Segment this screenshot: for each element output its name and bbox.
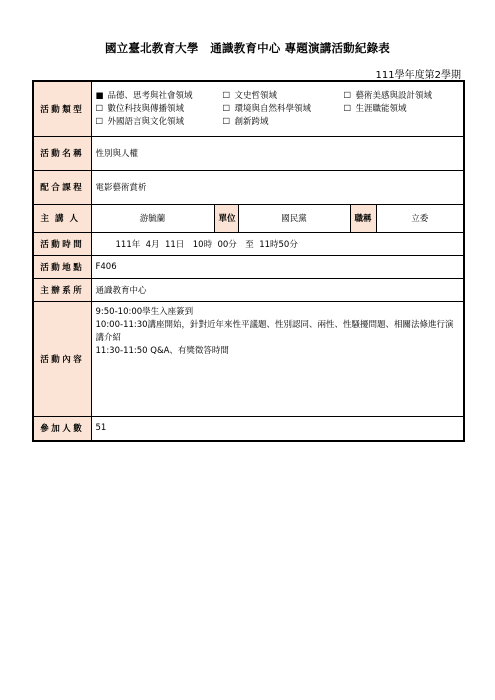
checkbox-icon[interactable]: ☐ [222, 90, 231, 101]
label-position: 職稱 [350, 204, 376, 232]
label-category: 活動類型 [33, 81, 91, 136]
category-option-label: 品德、思考與社會領域 [107, 90, 193, 101]
row-category [33, 81, 464, 136]
row-content [33, 301, 464, 416]
label-unit: 單位 [214, 204, 238, 232]
value-time: 111年 4月 11日 10時 00分 至 11時50分 [91, 232, 464, 255]
category-option[interactable] [344, 104, 460, 114]
value-location: F406 [91, 255, 464, 278]
row-attendees [33, 416, 464, 441]
label-course: 配合課程 [33, 170, 91, 204]
value-unit: 國民黨 [238, 204, 350, 232]
category-option-label: 藝術美感與設計領域 [355, 90, 433, 101]
checked-box-icon[interactable]: ■ [95, 90, 104, 101]
row-course [33, 170, 464, 204]
row-name [33, 136, 464, 170]
checkbox-icon[interactable]: ☐ [343, 103, 352, 114]
label-time: 活動時間 [33, 232, 91, 255]
record-form-table [32, 80, 465, 442]
row-time [33, 232, 464, 255]
category-options [96, 91, 460, 127]
category-option[interactable] [96, 104, 223, 114]
checkbox-icon[interactable]: ☐ [95, 103, 104, 114]
checkbox-icon[interactable]: ☐ [343, 90, 352, 101]
category-option-label: 外國語言與文化領域 [107, 116, 185, 127]
value-position: 立委 [376, 204, 464, 232]
row-organizer [33, 278, 464, 301]
page-title: 國立臺北教育大學 通識教育中心 專題演講活動紀錄表 [104, 41, 390, 55]
value-organizer: 通識教育中心 [91, 278, 464, 301]
checkbox-icon[interactable]: ☐ [222, 116, 231, 127]
category-option-label: 生涯職能領域 [355, 103, 407, 114]
content-line-1: 9:50-10:00學生入座簽到 [95, 306, 194, 317]
label-content: 活動內容 [33, 301, 91, 416]
label-organizer: 主辦系所 [33, 278, 91, 301]
content-line-3: 11:30-11:50 Q&A、有獎徵答時間 [95, 345, 229, 356]
label-name: 活動名稱 [33, 136, 91, 170]
category-cell [91, 81, 464, 136]
value-content [91, 301, 464, 416]
checkbox-icon[interactable]: ☐ [95, 116, 104, 127]
category-option-label: 環境與自然科學領域 [234, 103, 312, 114]
category-option[interactable] [96, 117, 223, 127]
label-speaker: 主講人 [33, 204, 91, 232]
semester-label: 111學年度第2學期 [375, 70, 461, 81]
value-name: 性別與人權 [91, 136, 464, 170]
category-option[interactable] [223, 104, 344, 114]
category-option-label: 文史哲領域 [234, 90, 278, 101]
label-attendees: 參加人數 [33, 416, 91, 441]
category-option[interactable] [223, 117, 344, 127]
category-option-label: 創新跨域 [234, 116, 269, 127]
row-speaker [33, 204, 464, 232]
category-option[interactable] [344, 91, 460, 101]
value-course: 電影藝術賞析 [91, 170, 464, 204]
value-speaker: 游毓蘭 [91, 204, 214, 232]
content-line-2: 10:00-11:30講座開始，針對近年來性平議題、性別認同、兩性、性騷擾問題、相關法條進行演講介紹 [95, 319, 454, 343]
category-option[interactable] [223, 91, 344, 101]
category-option-label: 數位科技與傳播領域 [107, 103, 185, 114]
value-attendees: 51 [91, 416, 464, 441]
label-location: 活動地點 [33, 255, 91, 278]
category-option[interactable] [96, 91, 223, 101]
row-location [33, 255, 464, 278]
checkbox-icon[interactable]: ☐ [222, 103, 231, 114]
